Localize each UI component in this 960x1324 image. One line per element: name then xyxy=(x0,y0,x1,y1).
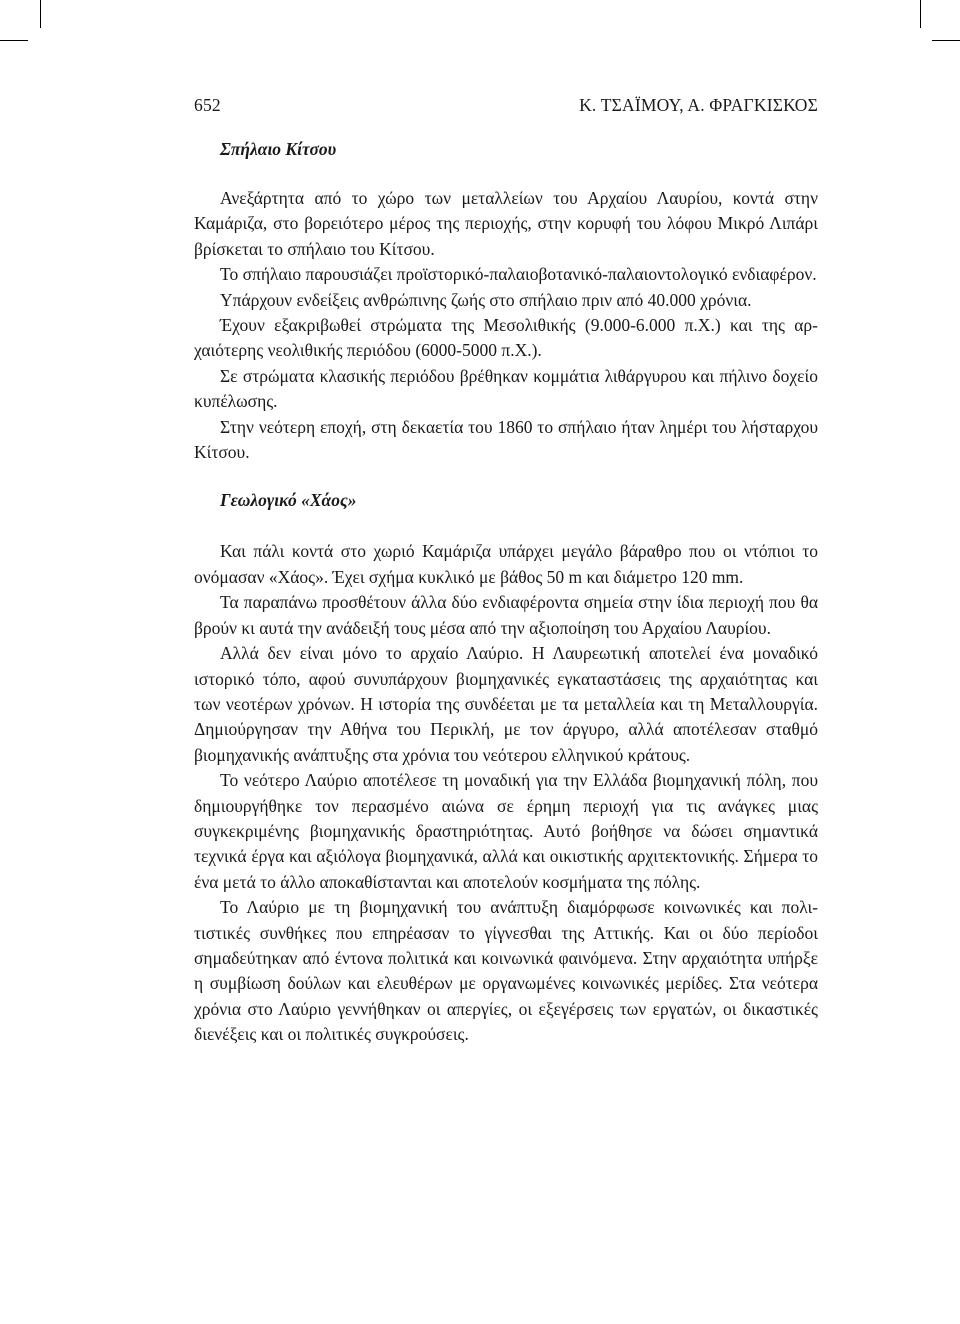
crop-mark-top-right-vertical xyxy=(920,0,921,28)
section-title-geological-chaos: Γεωλογικό «Χάος» xyxy=(220,490,357,511)
paragraph: Το νεότερο Λαύριο αποτέλεσε τη μοναδική για την Ελλάδα βιομηχανική πόλη, που δημιουργήθηκε τον περασμένο αιώνα σε έρημη περιοχή για τις ανάγκες μιας συγκεκριμένης βιομηχανικής δραστηριότητας. Αυτό βοήθησε να δώσει σημαντικά τεχνικά έργα και αξιόλογα βιομηχανικά, αλλά και οικιστικής αρχιτεκτονικής. Σήμερα το ένα μετά το άλλο αποκαθίστανται και αποτελούν κοσμήματα της πόλης. xyxy=(194,770,818,892)
paragraph: Και πάλι κοντά στο χωριό Καμάριζα υπάρχει μεγάλο βάραθρο που οι ντόπιοι το ονόμασαν «Χάος». Έχει σχήμα κυκλικό με βάθος 50 m και διάμετρο 120 mm. xyxy=(194,541,818,587)
crop-mark-top-left-vertical xyxy=(40,0,41,28)
running-head xyxy=(194,90,818,120)
page-number: 652 xyxy=(194,95,221,115)
paragraph: Το σπήλαιο παρουσιάζει προϊστορικό-παλαιοβοτανικό-παλαιοντολογικό ενδιαφέρον. xyxy=(220,264,817,285)
paragraph: Αλλά δεν είναι μόνο το αρχαίο Λαύριο. Η Λαυρεωτική αποτελεί ένα μοναδικό ιστορικό τόπο, αφού συνυπάρχουν βιομηχανικές εγκαταστάσεις της αρχαιότητας και των νεοτέρων χρόνων. Η ιστορία της συνδέεται με τα μεταλλεία και τη Μεταλλουργία. Δημιούργησαν την Αθήνα του Περικλή, με τον άργυρο, αλλά αποτέλεσαν σταθμό βιομηχανικής ανάπτυξης στα χρόνια του νεότερου ελληνικού κράτους. xyxy=(194,643,818,765)
crop-mark-top-right-horizontal xyxy=(932,40,960,41)
running-head-authors: Κ. ΤΣΑΪΜΟΥ, Α. ΦΡΑΓΚΙΣΚΟΣ xyxy=(579,95,818,115)
paragraph: Υπάρχουν ενδείξεις ανθρώπινης ζωής στο σπήλαιο πριν από 40.000 χρόνια. xyxy=(220,289,752,310)
page-body xyxy=(194,90,818,1048)
section-kitsos-cave-text xyxy=(194,186,818,465)
paragraph: Σε στρώματα κλασικής περιόδου βρέθηκαν κομμάτια λιθάργυρου και πήλινο δοχείο κυπέλωσης. xyxy=(194,365,818,412)
crop-mark-top-left-horizontal xyxy=(0,40,28,41)
paragraph: Έχουν εξακριβωθεί στρώματα της Μεσολιθικής (9.000-6.000 π.Χ.) και της αρχαιότερης νεολιθικής περιόδου (6000-5000 π.Χ.). xyxy=(194,315,818,361)
section-title-kitsos-cave: Σπήλαιο Κίτσου xyxy=(220,139,337,159)
paragraph: Τα παραπάνω προσθέτουν άλλα δύο ενδιαφέροντα σημεία στην ίδια περιοχή που θα βρούν κι αυτά την ανάδειξή τους μέσα από την αξιοποίηση του Αρχαίου Λαυρίου. xyxy=(194,592,818,638)
paragraph: Ανεξάρτητα από το χώρο των μεταλλείων του Αρχαίου Λαυρίου, κοντά στην Καμάριζα, στο βορειότερο μέρος της περιοχής, στην κορυφή του λόφου Μικρό Λιπάρι βρίσκεται το σπήλαιο του Κίτσου. xyxy=(194,188,818,259)
paragraph: Στην νεότερη εποχή, στη δεκαετία του 1860 το σπήλαιο ήταν λημέρι του λήσταρχου Κίτσου. xyxy=(194,416,818,463)
section-geological-chaos-text xyxy=(194,539,818,1047)
paragraph: Το Λαύριο με τη βιομηχανική του ανάπτυξη διαμόρφωσε κοινωνικές και πολιτιστικές συνθήκες που επηρέασαν το γίγνεσθαι της Αττικής. Και οι δύο περίοδοι σημαδεύτηκαν από έντονα πολιτικά και κοινωνικά φαινόμενα. Στην αρχαιότητα υπήρξε η συμβίωση δούλων και ελευθέρων με οργανωμένες κοινωνικές μερίδες. Στα νεότερα χρόνια στο Λαύριο γεννήθηκαν οι απεργίες, οι εξεγέρσεις των εργατών, οι δικαστικές διενέξεις και οι πολιτικές συγκρούσεις. xyxy=(194,897,818,1045)
